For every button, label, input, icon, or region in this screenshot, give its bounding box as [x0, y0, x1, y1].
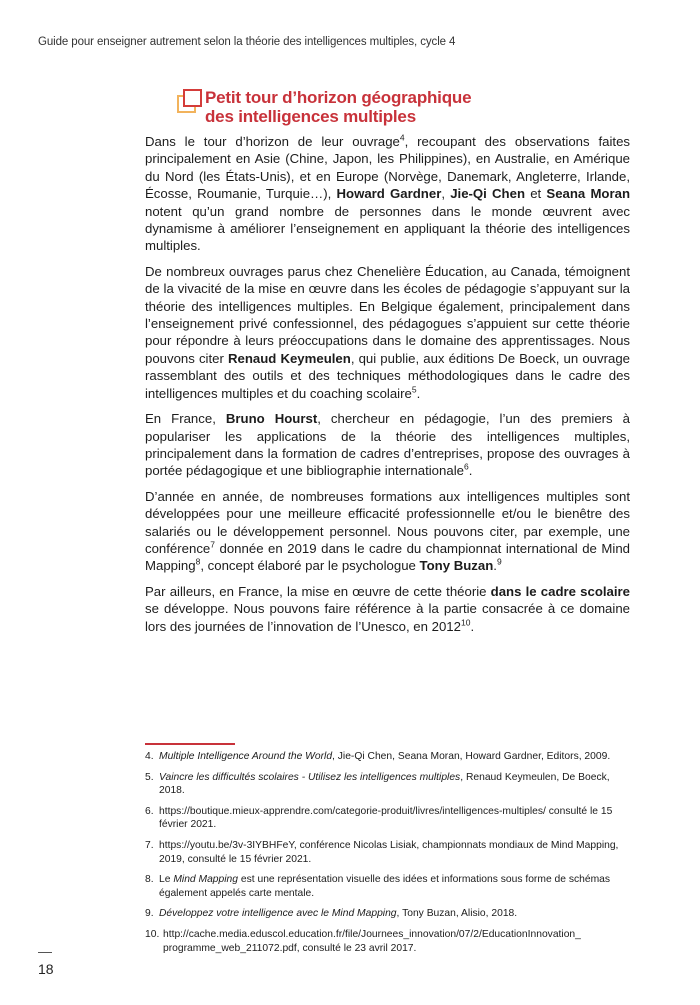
paragraph-4: D’année en année, de nombreuses formations aux intelligences multiples sont développées pour une meilleure efficacité professionnelle et/ou le bienêtre des salariés ou le développement personnel. Nous pouvons citer, par exemple, une conférence$^7$ donnée en 2019 dans le cadre du championnat international de Mind Mapping$^8$, concept élaboré par le psychologue Tony Buzan.$^9$ — [145, 488, 630, 574]
footnote-item: 10. http://cache.media.eduscol.education.fr/file/Journees_innovation/07/2/EducationInnovation_ programme_web_211072.pdf, consulté le 23 avril 2017. — [145, 928, 581, 954]
author-name: Jie-Qi Chen — [450, 186, 526, 202]
footnote-ref-6: 6 — [463, 461, 469, 472]
footnote-item: 9. Développez votre intelligence avec le Mind Mapping, Tony Buzan, Alisio, 2018. — [145, 908, 518, 920]
footnote-ref-8: 8 — [195, 556, 201, 567]
section-title — [205, 88, 495, 126]
page-number-rule — [38, 952, 52, 953]
footnote-ref-10: 10 — [460, 617, 471, 628]
running-header: Guide pour enseigner autrement selon la théorie des intelligences multiples, cycle 4 — [38, 36, 456, 48]
paragraph-1: Dans le tour d’horizon de leur ouvrage$^4$, recoupant des observations faites principalement en Asie (Chine, Japon, les Philippines), en Australie, en Amérique du Nord (les États-Unis), et en Europe (Norvège, Danemark, Angleterre, Irlande, Écosse, Roumanie, Turquie…), Howard Gardner, Jie-Qi Chen et Seana Moran notent qu’un grand nombre de personnes dans le monde œuvrent avec dynamisme à améliorer l’enseignement en appliquant la théorie des intelligences multiples. — [145, 132, 631, 254]
footnote-link[interactable]: https://boutique.mieux-apprendre.com/categorie-produit/livres/intelligences-multiples/ consulté le 15 février 2021. — [159, 805, 613, 831]
footnote-ref-4: 4 — [399, 132, 405, 143]
footnote-link[interactable]: https://youtu.be/3v-3IYBHFeY, conférence Nicolas Lisiak, championnats mondiaux de Mind Mapping, 2019, consulté le 15 février 2021. — [159, 839, 619, 865]
author-name: Seana Moran — [546, 186, 631, 202]
section-title-line-2: des intelligences multiples — [205, 107, 416, 126]
footnote-item: 5. Vaincre les difficultés scolaires - Utilisez les intelligences multiples, Renaud Keymeulen, De Boeck, 2018. — [145, 771, 610, 797]
footnote-item: 4. Multiple Intelligence Around the World, Jie-Qi Chen, Seana Moran, Howard Gardner, Editors, 2009. — [145, 751, 611, 762]
section-title-line-1: Petit tour d’horizon géographique — [205, 88, 472, 107]
footnote-ref-5: 5 — [411, 384, 417, 395]
footnote-item: 6. https://boutique.mieux-apprendre.com/categorie-produit/livres/intelligences-multiples/ consulté le 15 février 2021. — [145, 805, 613, 831]
footnote-link[interactable]: http://cache.media.eduscol.education.fr/file/Journees_innovation/07/2/EducationInnovation_ programme_web_211072.pdf, consulté le 23 avril 2017. — [163, 928, 581, 954]
author-name: Tony Buzan — [419, 558, 494, 574]
emphasis: dans le cadre scolaire — [490, 583, 631, 599]
author-name: Renaud Keymeulen — [227, 350, 351, 366]
author-name: Howard Gardner — [336, 186, 442, 202]
footnotes — [145, 750, 625, 962]
stacked-squares-icon — [177, 89, 201, 113]
footnote-item: 7. https://youtu.be/3v-3IYBHFeY, conférence Nicolas Lisiak, championnats mondiaux de Mind Mapping, 2019, consulté le 15 février 2021. — [145, 839, 619, 865]
page-number: 18 — [38, 961, 54, 977]
footnote-ref-9: 9 — [496, 556, 502, 567]
section-heading — [177, 88, 495, 126]
footnote-separator — [145, 743, 235, 745]
footnote-item: 8. Le Mind Mapping est une représentation visuelle des idées et informations sous forme de schémas également appelés carte mentale. — [145, 874, 611, 899]
footnote-ref-7: 7 — [210, 539, 215, 550]
author-name: Bruno Hourst — [225, 411, 318, 427]
paragraph-5: Par ailleurs, en France, la mise en œuvre de cette théorie dans le cadre scolaire se développe. Nous pouvons faire référence à la partie consacrée à ce domaine lors des journées de l’innovation de l’Unesco, en 2012$^{10}$. — [145, 583, 631, 634]
body-text — [145, 133, 630, 643]
paragraph-3: En France, Bruno Hourst, chercheur en pédagogie, l’un des premiers à populariser les applications de la théorie des intelligences multiples, principalement dans la formation de cadres d’entreprises, propose des ouvrages à portée pédagogique et une bibliographie internationale$^6$. — [145, 411, 630, 479]
paragraph-2: De nombreux ouvrages parus chez Chenelière Éducation, au Canada, témoignent de la vivacité de la mise en œuvre dans les écoles de pédagogie s’appuyant sur la théorie des intelligences multiples. En Belgique également, principalement dans l’enseignement privé confessionnel, des pédagogues s’appuient sur cette théorie pour répondre à leurs préoccupations dans le domaine des apprentissages. Nous pouvons citer Renaud Keymeulen, qui publie, aux éditions De Boeck, un ouvrage rassemblant des outils et des techniques méthodologiques dans le cadre des intelligences multiples et du coaching scolaire$^5$. — [145, 263, 630, 401]
